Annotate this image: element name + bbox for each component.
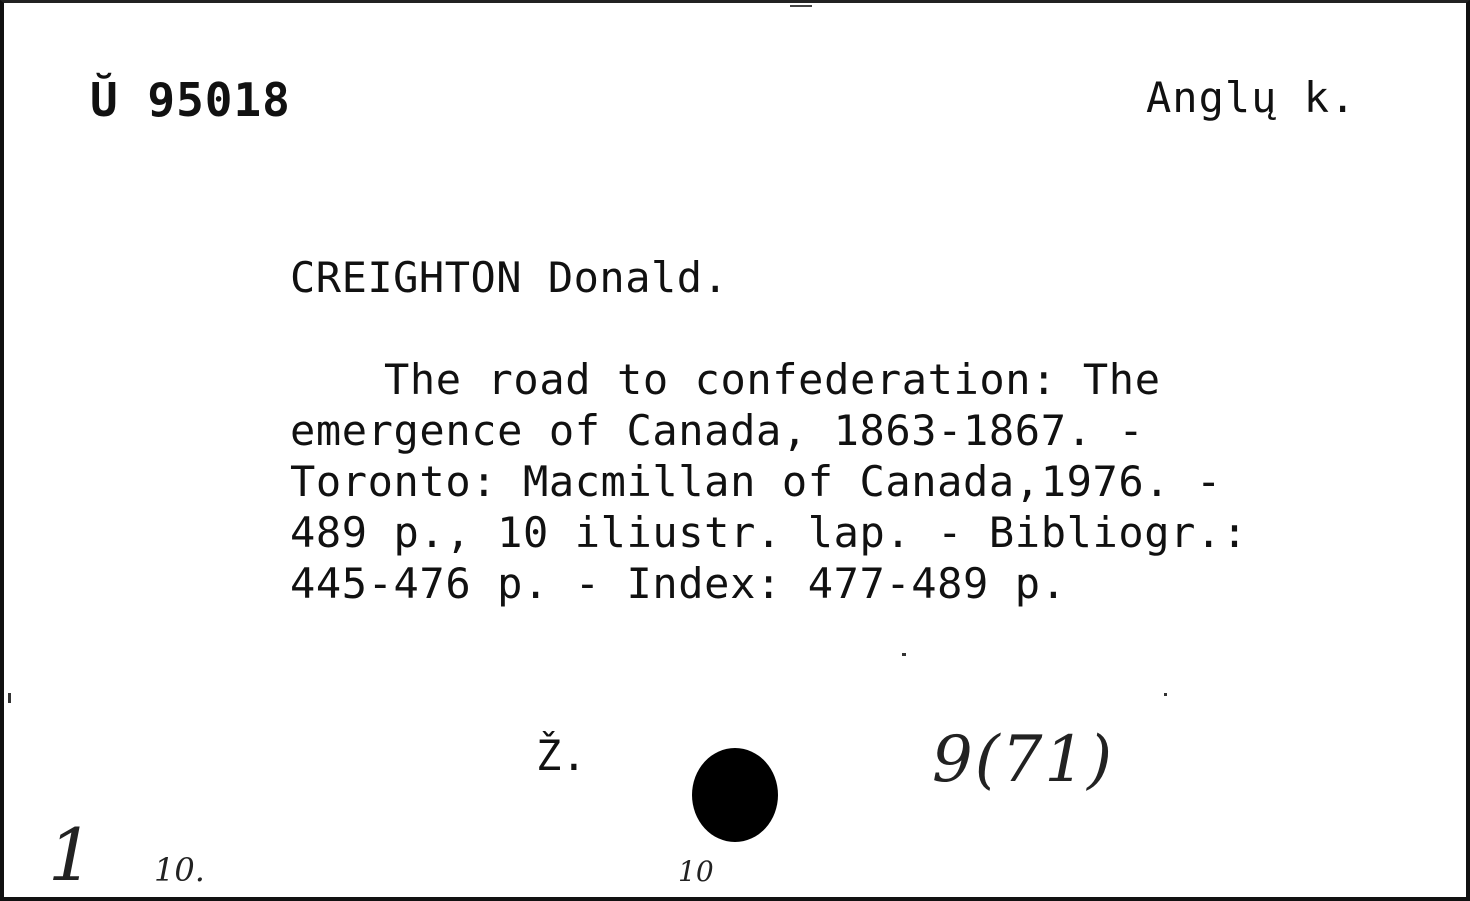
description-line: emergence of Canada, 1863-1867. - bbox=[290, 406, 1145, 455]
ink-speck bbox=[1164, 693, 1167, 696]
handwritten-ten-left: 10. bbox=[154, 851, 205, 889]
ink-speck bbox=[902, 653, 906, 656]
top-edge-mark bbox=[790, 5, 812, 7]
handwritten-ten-center: 10 bbox=[678, 855, 714, 888]
language-note: Anglų k. bbox=[1146, 73, 1357, 122]
description-line: 489 p., 10 iliustr. lap. - Bibliogr.: bbox=[290, 508, 1248, 557]
author-heading: CREIGHTON Donald. bbox=[290, 253, 729, 302]
handwritten-number-one: 1 bbox=[48, 813, 94, 897]
call-number: Ŭ 95018 bbox=[90, 73, 291, 127]
punch-hole bbox=[692, 748, 778, 842]
ink-speck bbox=[8, 693, 11, 703]
description-line: Toronto: Macmillan of Canada,1976. - bbox=[290, 457, 1222, 506]
handwritten-shelf-mark: 9(71) bbox=[932, 723, 1115, 797]
description-line: The road to confederation: The bbox=[384, 355, 1161, 404]
description-line: 445-476 p. - Index: 477-489 p. bbox=[290, 559, 1067, 608]
z-mark: Ž. bbox=[536, 731, 587, 780]
